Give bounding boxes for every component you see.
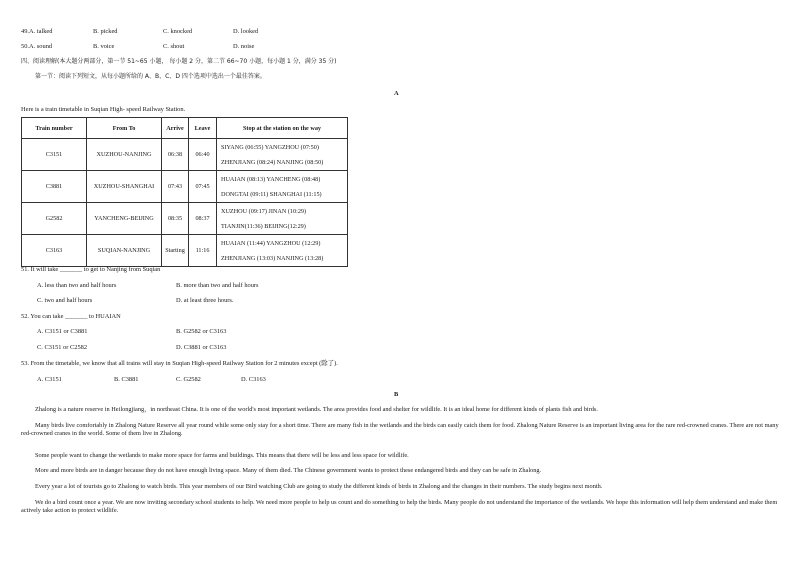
timetable-header-row [22, 118, 348, 139]
stops-line: HUAIAN (11:44) YANGZHOU (12:29) [221, 239, 321, 247]
q52-option-a: A. C3151 or C3881 [37, 328, 88, 335]
leave-cell: 08:37 [189, 203, 217, 235]
leave-cell: 07:45 [189, 171, 217, 203]
table-row [22, 235, 348, 267]
part-a-label: A [394, 90, 399, 97]
q52-option-c: C. C3151 or C2582 [37, 344, 88, 351]
table-row [22, 203, 348, 235]
q51-option-a: A. less than two and half hours [37, 282, 117, 289]
q52-option-b: B. G2582 or C3163 [176, 328, 227, 335]
q50-option-b: B. voice [93, 43, 115, 50]
section-instruction: 第一节：阅读下列短文，从每小题所给的 A、B、C、D 四个选项中选出一个最佳答案。 [35, 73, 266, 80]
arrive-cell: 07:43 [162, 171, 189, 203]
passage-paragraph-5: Every year a lot of tourists go to Zhalong to watch birds. This year members of our Bird watching Club are going to study the different kinds of birds in Zhalong and the changes in their numbers. The study begins next month. [35, 483, 603, 490]
train-number-cell: C3151 [22, 139, 87, 171]
q53-option-d: D. C3163 [241, 376, 266, 383]
stops-line: XUZHOU (09:17) JINAN (10:29) [221, 207, 307, 215]
question-52-stem: 52. You can take _______ to HUAIAN [21, 313, 121, 320]
stops-line: HUAIAN (08:13) YANCHENG (08:48) [221, 175, 321, 183]
q52-option-d: D. C3881 or C3163 [176, 344, 227, 351]
q49-option-a: 49.A. talked [21, 28, 53, 35]
route-cell: XUZHOU-SHANGHAI [87, 171, 162, 203]
train-number-cell: C3163 [22, 235, 87, 267]
train-number-cell: G2582 [22, 203, 87, 235]
header-leave: Leave [189, 118, 217, 139]
passage-paragraph-4: More and more birds are in danger because they do not have enough living space. Many of them died. The Chinese government wants to protect these endangered birds and they can be safe in Zhalong. [35, 467, 542, 474]
q50-option-c: C. shout [163, 43, 185, 50]
header-stops: Stop at the station on the way [217, 118, 348, 139]
train-timetable [21, 117, 348, 267]
q53-option-c: C. G2582 [176, 376, 201, 383]
header-from-to: From To [87, 118, 162, 139]
table-row [22, 139, 348, 171]
q49-option-d: D. looked [233, 28, 259, 35]
q49-option-b: B. picked [93, 28, 118, 35]
q49-option-c: C. knocked [163, 28, 193, 35]
train-number-cell: C3881 [22, 171, 87, 203]
part-b-label: B [394, 391, 399, 398]
q51-option-c: C. two and half hours [37, 297, 93, 304]
leave-cell: 06:40 [189, 139, 217, 171]
stops-line: TIANJIN(11:36) BEIJING(12:29) [221, 222, 306, 230]
route-cell: SUQIAN-NANJING [87, 235, 162, 267]
route-cell: XUZHOU-NANJING [87, 139, 162, 171]
passage-paragraph-6: We do a bird count once a year. We are now inviting secondary school students to help. We need more people to help us count and do something to help the birds. Many people do not understand the importance of the wetlands. We hope this information will help them understand and make them actively take action to protect wildlife. [21, 499, 778, 514]
arrive-cell: 08:35 [162, 203, 189, 235]
q51-option-b: B. more than two and half hours [176, 282, 259, 289]
route-cell: YANCHENG-BEIJING [87, 203, 162, 235]
header-train-number: Train number [22, 118, 87, 139]
stops-cell [217, 171, 348, 203]
table-row [22, 171, 348, 203]
q50-option-d: D. noise [233, 43, 255, 50]
q50-option-a: 50.A. sound [21, 43, 53, 50]
q53-option-b: B. C3881 [114, 376, 139, 383]
question-51-stem: 51. It will take _______ to get to Nanjing from Suqian [21, 266, 161, 273]
question-53-stem: 53. From the timetable, we know that all trains will stay in Suqian High-speed Railway Station for 2 minutes except (除了). [21, 360, 338, 367]
passage-paragraph-1: Zhalong is a nature reserve in Heilongjiang，in northeast China. It is one of the world's most important wetlands. The area provides food and shelter for wildlife. It is an ideal home for different kinds of plants fish and birds. [35, 406, 598, 413]
leave-cell: 11:16 [189, 235, 217, 267]
stops-line: SIYANG (06:55) YANGZHOU (07:50) [221, 143, 319, 151]
stops-cell [217, 203, 348, 235]
stops-line: DONGTAI (09:11) SHANGHAI (11:15) [221, 190, 322, 198]
arrive-cell: Starting [162, 235, 189, 267]
q51-option-d: D. at least three hours. [176, 297, 234, 304]
part-a-intro: Here is a train timetable in Suqian High- speed Railway Station. [21, 106, 186, 113]
q53-option-a: A. C3151 [37, 376, 62, 383]
arrive-cell: 06:38 [162, 139, 189, 171]
stops-line: ZHENJIANG (08:24) NANJING (08:50) [221, 158, 324, 166]
stops-cell [217, 139, 348, 171]
passage-paragraph-3: Some people want to change the wetlands to make more space for farms and buildings. This means that there will be less and less space for wildlife. [35, 452, 409, 459]
section-heading: 四、阅读理解(本大题分两部分，第一节 51~65 小题， 每小题 2 分，第二节 66~70 小题，每小题 1 分，满分 35 分) [21, 58, 337, 65]
header-arrive: Arrive [162, 118, 189, 139]
stops-line: ZHENJIANG (13:03) NANJING (13:28) [221, 254, 324, 262]
stops-cell [217, 235, 348, 267]
passage-paragraph-2: Many birds live comfortably in Zhalong Nature Reserve all year round while some only stay for a short time. There are many fish in the wetlands and the birds can easily catch them for food. Zhalong Nature Reserve is an important living area for the rare red-crowned cranes. There are not many red-crowned cranes in the world. Some of them live in Zhalong. [21, 422, 779, 437]
